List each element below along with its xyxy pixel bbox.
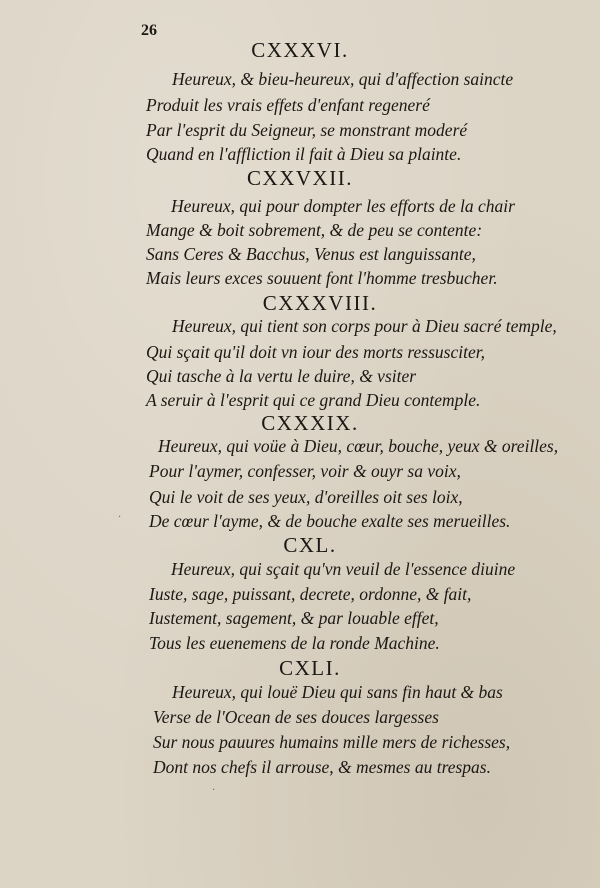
verse-line: Par l'esprit du Seigneur, se monstrant moderé — [146, 120, 468, 140]
verse-line: Tous les euenemens de la ronde Machine. — [149, 633, 440, 653]
verse-line: Qui le voit de ses yeux, d'oreilles oit ses loix, — [149, 487, 463, 507]
verse-line: Quand en l'affliction il fait à Dieu sa plainte. — [146, 144, 462, 164]
stanza-heading: CXLI. — [279, 656, 341, 680]
verse-line: Heureux, & bieu-heureux, qui d'affection saincte — [172, 69, 514, 89]
ink-speck: · — [118, 512, 122, 523]
verse-line: Heureux, qui voüe à Dieu, cœur, bouche, yeux & oreilles, — [158, 436, 559, 456]
verse-line: Pour l'aymer, confesser, voir & ouyr sa voix, — [149, 461, 461, 481]
page-number: 26 — [141, 22, 157, 39]
verse-line: Verse de l'Ocean de ses douces largesses — [153, 707, 439, 727]
stanza-heading: CXXXVIII. — [262, 291, 378, 315]
verse-line: Heureux, qui pour dompter les efforts de la chair — [171, 196, 515, 216]
stanza-heading: CXL. — [283, 533, 337, 557]
verse-line: A seruir à l'esprit qui ce grand Dieu contemple. — [146, 390, 481, 410]
verse-line: Produit les vrais effets d'enfant regeneré — [146, 95, 430, 115]
verse-line: Heureux, qui tient son corps pour à Dieu sacré temple, — [172, 316, 557, 336]
verse-line: De cœur l'ayme, & de bouche exalte ses merueilles. — [149, 511, 511, 531]
verse-line: Sans Ceres & Bacchus, Venus est languissante, — [146, 244, 476, 264]
stanza-heading: CXXXVI. — [251, 38, 349, 62]
verse-line: Sur nous pauures humains mille mers de richesses, — [153, 732, 511, 752]
verse-line: Heureux, qui sçait qu'vn veuil de l'essence diuine — [171, 559, 516, 579]
verse-line: Dont nos chefs il arrouse, & mesmes au trespas. — [153, 757, 491, 777]
verse-line: Mange & boit sobrement, & de peu se contente: — [146, 220, 483, 240]
verse-line: Iuste, sage, puissant, decrete, ordonne, & fait, — [149, 584, 472, 604]
ink-speck: · — [212, 785, 216, 796]
verse-line: Mais leurs exces souuent font l'homme tresbucher. — [146, 268, 498, 288]
verse-line: Qui sçait qu'il doit vn iour des morts ressusciter, — [146, 342, 485, 362]
stanza-heading: CXXXIX. — [261, 411, 359, 435]
verse-line: Qui tasche à la vertu le duire, & vsiter — [146, 366, 417, 386]
verse-line: Heureux, qui louë Dieu qui sans fin haut & bas — [172, 682, 503, 702]
stanza-heading: CXXVXII. — [247, 166, 353, 190]
verse-line: Iustement, sagement, & par louable effet, — [149, 608, 439, 628]
